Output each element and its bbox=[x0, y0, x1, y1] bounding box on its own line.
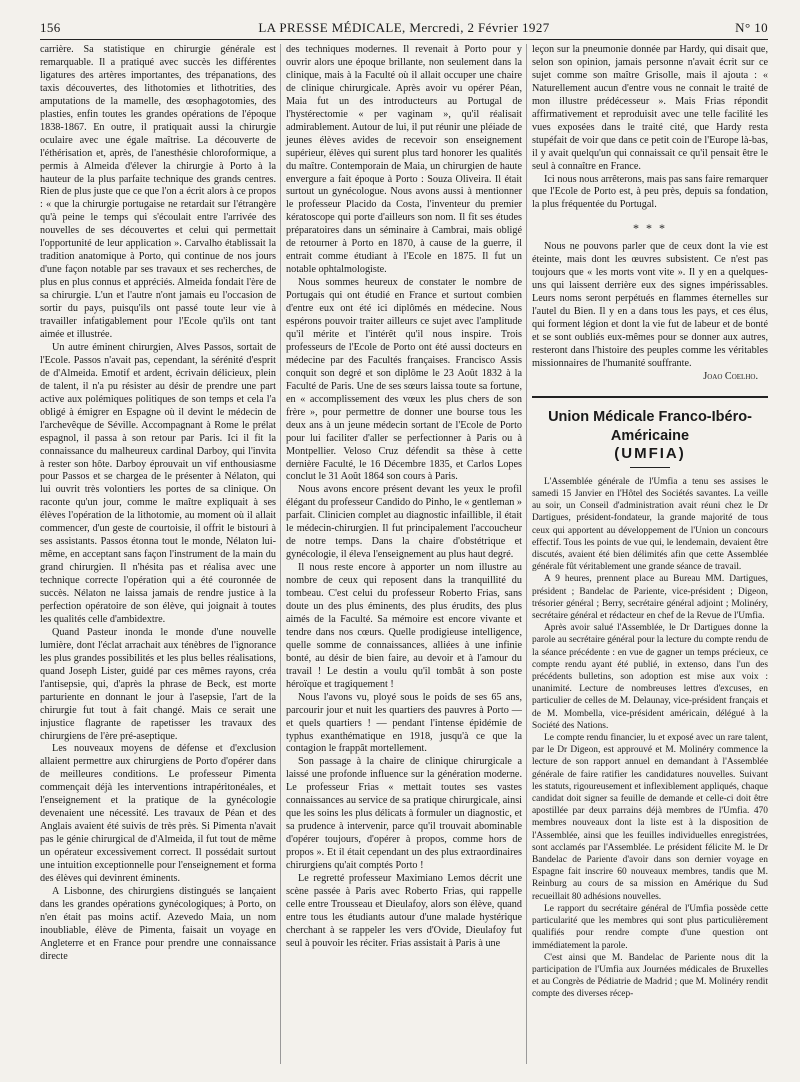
column-divider bbox=[526, 44, 527, 1064]
paragraph: Nous avons encore présent devant les yeux le profil élégant du professeur Candido do Pinho, le « gentleman » parfait. Clinicien complet au diagnostic infaillible, il était le médecin-chirurgien. Il fut principalement l'accoucheur de notre temps. Dans la chaire d'obstétrique et gynécologie, il éleva l'enseignement au plus haut degré. bbox=[286, 484, 522, 561]
paragraph: Quand Pasteur inonda le monde d'une nouvelle lumière, dont l'éclat arrachait aux ténèbres de l'ignorance les plus grandes possibilités et les plus belles réalisations, quand Joseph Lister, guidé par ces mêmes rayons, créa l'antisepsie, qui, d'après la phrase de Beck, est morte parturiente en donnant le jour à l'asepsie, l'art de la chirurgie fut tout à fait changé. Mais ce serait une injustice flagrante de rapetisser les travaux des chirurgiens de l'ère pré-aseptique. bbox=[40, 626, 276, 742]
section-separator-stars: * * * bbox=[633, 221, 667, 236]
paragraph: des techniques modernes. Il revenait à Porto pour y ouvrir alors une époque brillante, non seulement dans la clinique, mais à la Faculté où il allait occuper une chaire de clinique chirurgicale. Après avoir vu opérer Péan, Maia fut un des introducteurs au Portugal de l'hystérectomie « per vaginam », qu'il réalisait admirablement. Autour de lui, il put réunir une pléiade de jeunes élèves avides de recevoir son enseignement supérieur, élèves qui surent plus tard honorer les qualités du maître. Contemporain de Maia, un chirurgien de haute envergure a fait époque à Porto : Souza Oliveira. Il était surtout un gynécologue. Nous avons aussi à mentionner le professeur Placido da Costa, l'inventeur du premier kératoscope qui porte d'ailleurs son nom. Il fit ses études préparatoires dans un séminaire à Cambrai, mais obligé de retourner à Porto en 1870, à cause de la guerre, il entrait comme étudiant à l'Ecole en 1875. Il fut un notable ophtalmologiste. bbox=[286, 44, 522, 276]
header-rule bbox=[40, 39, 768, 40]
paragraph: L'Assemblée générale de l'Umfia a tenu ses assises le samedi 15 Janvier en l'Hôtel des Sociétés savantes. La veille au soir, un Conseil d'administration avait réuni chez le Dr Dartigues, président-fondateur, la grande majorité de tous ceux qui apportent au développement de l'Union un concours effectif. Tous les points de vue qui, le lendemain, devaient être discutés, avaient été bien délimités afin que cette Assemblée générale fût véritablement une grande séance de travail. bbox=[532, 476, 768, 573]
page-number: 156 bbox=[40, 20, 61, 35]
paragraph: Le rapport du secrétaire général de l'Umfia possède cette particularité que les membres qui sont plus particulièrement qualifiés pour rendre compte d'une question ont immédiatement la parole. bbox=[532, 903, 768, 951]
paragraph: Son passage à la chaire de clinique chirurgicale a laissé une profonde influence sur la génération moderne. Le professeur Frias « mettait toutes ses vastes connaissances au service de sa pratique chirurgicale, ainsi que les soins les plus délicats à formuler un diagnostic, et sa prudence à intervenir, parce qu'il trouvait abominable d'opérer toujours, d'opérer à propos, comme hors de propos ». Et il était cependant un des plus extraordinaires chirurgiens qu'ait comptés Porto ! bbox=[286, 756, 522, 872]
paragraph: carrière. Sa statistique en chirurgie générale est remarquable. Il a pratiqué avec succès les différentes ligatures des artères importantes, des trépanations, des taxis découvertes, des lithotomies et lithotrities, des amputations de la mamelle, des œsophagotomies, des plasties, enfin toutes les grandes opérations de l'époque 1838-1867. En outre, il pratiquait aussi la chirurgie oculaire avec une égale maîtrise. La découverte de l'éthérisation et, après, de l'anesthésie chloroformique, a permis à Almeida d'élever la chirurgie à Porto à la hauteur de la plus parfaite technique des grands centres. Rien de plus juste que ce que l'on a écrit alors à ce propos : « que la chirurgie portugaise ne retardait sur l'étrangère qu'à peine le temps qui s'écoulait entre l'arrivée des nouvelles de ses découvertes et celui qui permettait l'opportunité de leur application ». Carvalho établissait la tradition anatomique à Porto, qui continue de nos jours d'une façon notable par ses travaux et ses recherches, de plus en plus connus et appréciés. Almeida fondait l'ère de sa chirurgie. L'un et l'autre n'ont jamais eu l'occasion de sortir du pays, puisqu'ils ont passé toute leur vie à travailler infatigablement pour l'Ecole qu'ils ont tant aimée et illustrée. bbox=[40, 44, 276, 340]
title-underline bbox=[630, 467, 670, 468]
paragraph: Après avoir salué l'Assemblée, le Dr Dartigues donne la parole au secrétaire général pour la lecture du compte rendu de la séance précédente : en vue de gagner un temps précieux, ce compte rendu ayant été publié, in extenso, dans l'un des précédents bulletins, son adoption est mise aux voix : unanimité. Lecture de nombreuses lettres d'excuses, en particulier de celles de M. Delaunay, vice-président français et de M. Mombella, vice-président américain, délégué à la Société des Nations. bbox=[532, 623, 768, 731]
column-divider bbox=[280, 44, 281, 1064]
paragraph: Il nous reste encore à apporter un nom illustre au nombre de ceux qui reposent dans la tranquillité du tombeau. C'est celui du professeur Roberto Frias, sans doute un des plus éminents, des plus érudits, des plus aimés de la Faculté. Sa mémoire est encore vivante et tendre dans nos cœurs. Quelle prodigieuse intelligence, quelle somme de connaissances, alliées à une infinie bonté, au désir de bien faire, au devoir et à l'amour du travail ! Le destin a voulu qu'il tombât à son poste héroïque et tragiquement ! bbox=[286, 562, 522, 690]
paragraph: leçon sur la pneumonie donnée par Hardy, qui disait que, selon son opinion, jamais personne n'avait écrit sur ce sujet comme son maître Grisolle, mais il ajouta : « Naturellement aucun d'entre vous ne connait le traité de mon illustre prédécesseur ». Mais Frias répondit affirmativement et reproduisit avec une telle facilité les vues exposées dans le traité cité, que Hardy resta stupéfait de voir que dans ce petit coin de l'Europe là-bas, il y avait quelqu'un qui connaissait ce qu'il pensait être le seul à connaître en France. bbox=[532, 44, 768, 172]
paragraph: A Lisbonne, des chirurgiens distingués se lançaient dans les grandes opérations gynécologiques; à Porto, on n'en était pas moins actif. Azevedo Maia, un nom inoubliable, élève de Pimenta, faisait un voyage en Angleterre et en France pour prendre une connaissance directe bbox=[40, 885, 276, 962]
paragraph: Le compte rendu financier, lu et exposé avec un rare talent, par le Dr Digeon, est approuvé et M. Molinéry commence la lecture de son rapport annuel en demandant à l'Assemblée générale de faire ratifier les candidatures nouvelles. Suivant les statuts, rigoureusement et inflexiblement appliqués, chaque candidat doit signer sa feuille de demande et celle-ci doit être apostillée par deux parrains déjà membres de l'Umfia. 470 membres nouveaux dont la liste est à la disposition de l'Assemblée, ainsi que les feuilles individuelles enregistrées, sont acclamés par l'Assemblée. Le président félicite M. le Dr Bandelac de Pariente d'avoir dans son dernier voyage en Espagne fait inscrire 60 nouveaux membres, tandis que M. Reinburg au cours de sa mission en Amérique du Sud recueillait 80 adhésions nouvelles. bbox=[532, 733, 768, 902]
paragraph: Nous sommes heureux de constater le nombre de Portugais qui ont étudié en France et surtout combien d'entre eux ont été ici diplômés en médecine. Nous espérons pouvoir traiter ailleurs ce sujet avec l'amplitude qu'il mérite et l'intérêt qu'il nous inspire. Trois professeurs de l'Ecole de Porto ont été aussi docteurs en médecine par des Facultés françaises. Francisco Assis conquit son degré et son diplôme le 23 Août 1832 à la Faculté de Paris. Une de ses sœurs laissa toute sa fortune, en « accomplissement des vœux les plus chers de son frère », pour permettre de donner une bourse tous les deux ans à un jeune médecin sortant de l'Ecole de Porto pour lui faciliter d'aller se perfectionner à Paris ou à Montpellier. Veloso Cruz défendit sa thèse à cette dernière Faculté, le 16 Décembre 1835, et Carlos Lopes conclut le 31 Août 1864 son cours à Paris. bbox=[286, 277, 522, 483]
section-title: Union Médicale Franco-Ibéro-Américaine bbox=[548, 408, 752, 444]
paragraph: Ici nous nous arrêterons, mais pas sans faire remarquer que l'Ecole de Porto est, à peu près, depuis sa fondation, la plus fréquentée du Portugal. bbox=[532, 173, 768, 211]
paragraph: Nous ne pouvons parler que de ceux dont la vie est éteinte, mais dont les œuvres subsistent. Ce n'est pas toujours que « les morts vont vite ». Il y en a quelques-uns qui laissent derrière eux des signes impérissables. Leurs noms seront perpétués en flammes éternelles sur l'autel du Bien. Il y en a dans tous les pays, et ces élus, qui forment légion et dont la vie fut de labeur et de bonté et se sont oubliés eux-mêmes pour se donner aux autres, resteront dans l'histoire des peuples comme les véritables missionnaires de l'humanité souffrante. bbox=[532, 241, 768, 369]
column-1 bbox=[40, 44, 276, 964]
page-header bbox=[40, 20, 768, 36]
paragraph: Un autre éminent chirurgien, Alves Passos, sortait de l'Ecole. Passos n'avait pas, cependant, la sérénité d'esprit de d'Almeida. Emotif et ardent, écrivain délicieux, plein de talent, il n'a pu résister au désir de prendre une part active aux polémiques politiques de son temps et cela l'a obligé à émigrer en Espagne où il devint le médecin de l'archevêque de Séville. Accompagnant à Rome le prélat espagnol, il passa à son retour par Paris. Ici il fit la connaissance du malheureux cardinal Darboy, qui l'invita à rester son hôte. Darboy éprouvait un vif enthousiasme pour Passos et se chargea de le présenter à Nélaton, qui lui ouvrit très volontiers les portes de sa clinique. On raconte qu'un jour, comme le maître expliquait à ses élèves l'opération de la lithotomie, au moment où il allait commencer, d'un geste de courtoisie, il offrit le bistouri à ses assistants. Passos étonna tout le monde, Nélaton lui-même, en acceptant sans façon l'instrument de la main du grand chirurgien. Il n'hésita pas et réalisa avec une technique correcte l'opération qui a été couronnée de succès. Nélaton ne laissa jamais de rendre justice à la perfection opératoire de son élève, qui joignait à toutes les qualités celle d'ambidextre. bbox=[40, 341, 276, 625]
section-subtitle: (UMFIA) bbox=[614, 444, 686, 462]
paragraph: Le regretté professeur Maximiano Lemos décrit une scène passée à Paris avec Roberto Frias, qui rappelle celle entre Trousseau et Dieulafoy, alors son élève, quand entre tous les étudiants autour d'une malade hystérique cherchant à se rappeler les vers d'Ovide, Dieulafoy fut seul à pouvoir les réciter. Frias assistait à Paris à une bbox=[286, 873, 522, 949]
author-signature: Joao Coelho. bbox=[703, 370, 758, 382]
paragraph: C'est ainsi que M. Bandelac de Pariente nous dit la participation de l'Umfia aux Journées médicales de Bruxelles et au Congrès de Pédiatrie de Madrid ; que M. Molinéry rendit compte des diverses récep- bbox=[532, 952, 768, 1000]
column-2 bbox=[286, 44, 522, 951]
running-title: LA PRESSE MÉDICALE, Mercredi, 2 Février 1927 bbox=[258, 20, 550, 35]
issue-number: N° 10 bbox=[735, 20, 768, 35]
section-rule bbox=[532, 396, 768, 398]
paragraph: Les nouveaux moyens de défense et d'exclusion allaient permettre aux chirurgiens de Porto d'opérer dans de meilleures conditions. Le professeur Pimenta commençait déjà les interventions intrapéritonéales, et l'enseignement et la pratique de la gynécologie devenaient une nécessité. Les travaux de Péan et des Anglais avaient été suivis de très près. Si Pimenta n'avait pas le génie chirurgical de d'Almeida, il fut tout de même un opérateur excessivement correct. Il possédait surtout une intuition exceptionnelle pour l'enseignement et forma des élèves qui devinrent éminents. bbox=[40, 743, 276, 884]
paragraph: Nous l'avons vu, ployé sous le poids de ses 65 ans, parcourir jour et nuit les quartiers des pauvres à Porto — et quels quartiers ! — pendant l'intense épidémie de typhus exanthématique en 1918, jusqu'à ce que la contagion le frappât mortellement. bbox=[286, 691, 522, 755]
column-3 bbox=[532, 44, 768, 1001]
paragraph: A 9 heures, prennent place au Bureau MM. Dartigues, président ; Bandelac de Pariente, vice-président ; Digeon, trésorier général ; Berry, secrétaire général adjoint ; Molinéry, secrétaire général et rédacteur en chef de la Revue de l'Umfia. bbox=[532, 574, 768, 622]
